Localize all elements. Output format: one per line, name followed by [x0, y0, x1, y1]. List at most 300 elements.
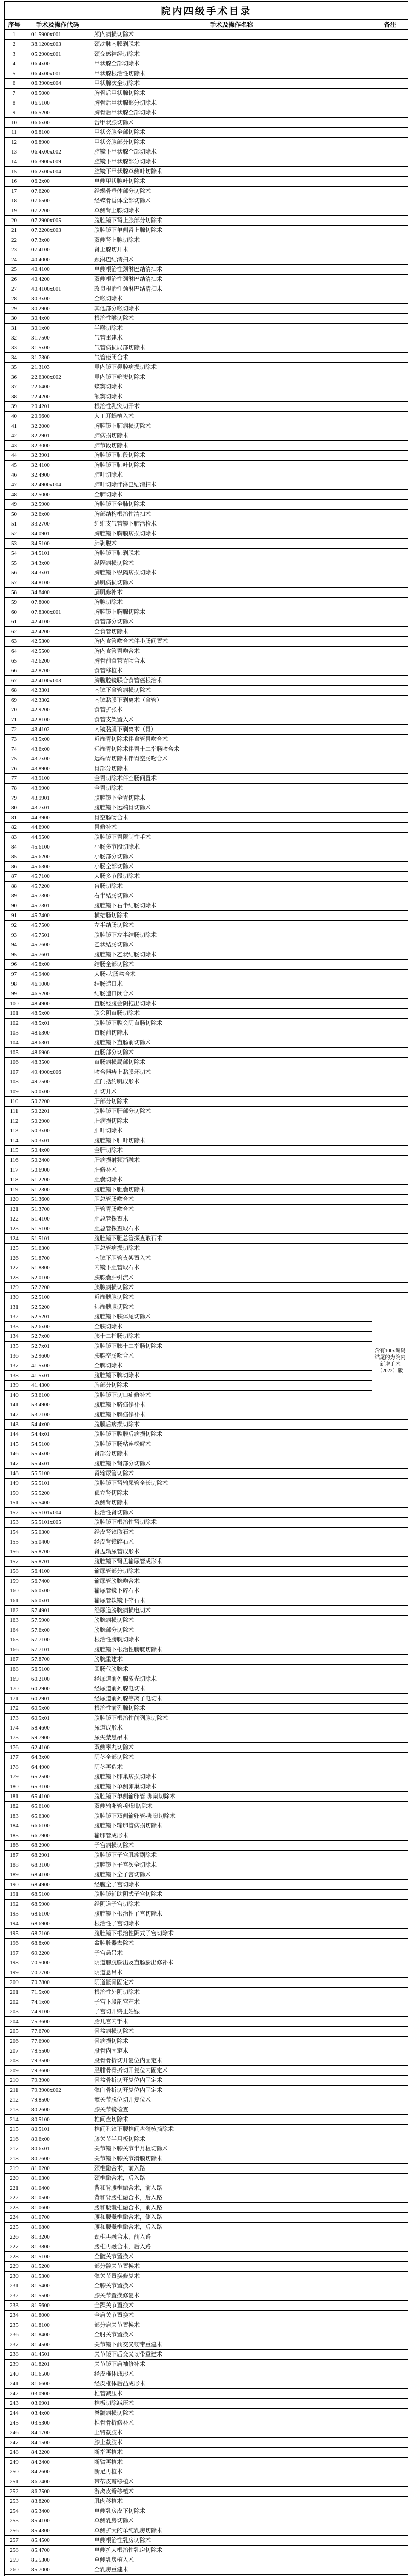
table-row [5, 1655, 408, 1665]
row-number: 142 [5, 1410, 24, 1420]
procedure-code: 70.7700 [24, 1968, 91, 1978]
procedure-code: 52.5200 [24, 1302, 91, 1312]
procedure-name: 腹会阴直肠切除术 [91, 1009, 372, 1019]
procedure-code: 31.7500 [24, 333, 91, 343]
table-row [5, 2565, 408, 2575]
procedure-name: 膀胱重建术 [91, 1655, 372, 1665]
procedure-code: 65.4100 [24, 1792, 91, 1802]
procedure-code: 50.0x00 [24, 1087, 91, 1097]
table-row [5, 1586, 408, 1596]
table-row [5, 402, 408, 412]
row-number: 85 [5, 852, 24, 862]
remark-cell [372, 2154, 408, 2164]
table-row [5, 69, 408, 79]
remark-cell [372, 2458, 408, 2467]
table-row [5, 275, 408, 284]
row-number: 107 [5, 1067, 24, 1077]
procedure-name: 胸部结构根治性清扫术 [91, 510, 372, 519]
row-number: 19 [5, 206, 24, 216]
remark-cell [372, 500, 408, 510]
procedure-code: 85.3400 [24, 2506, 91, 2516]
remark-cell [372, 510, 408, 519]
table-row [5, 392, 408, 402]
procedure-code: 34.5101 [24, 549, 91, 558]
remark-cell [372, 1165, 408, 1175]
procedure-name: 带蒂皮瓣移植术 [91, 2477, 372, 2487]
remark-cell [372, 98, 408, 108]
table-row [5, 1635, 408, 1645]
row-number: 172 [5, 1704, 24, 1714]
row-number: 217 [5, 2144, 24, 2154]
remark-cell [372, 1116, 408, 1126]
table-row [5, 1332, 408, 1342]
table-row [5, 2291, 408, 2301]
row-number: 43 [5, 441, 24, 451]
table-row [5, 813, 408, 823]
procedure-code: 65.6300 [24, 1811, 91, 1821]
row-number: 82 [5, 823, 24, 833]
procedure-code: 51.8800 [24, 1263, 91, 1273]
table-row [5, 1302, 408, 1312]
row-number: 14 [5, 157, 24, 167]
table-row [5, 891, 408, 901]
procedure-code: 81.5300 [24, 2272, 91, 2281]
row-number: 256 [5, 2526, 24, 2536]
remark-cell [372, 2506, 408, 2516]
table-row [5, 2311, 408, 2320]
procedure-code: 32.6x00 [24, 510, 91, 519]
row-number: 209 [5, 2066, 24, 2076]
row-number: 211 [5, 2086, 24, 2095]
procedure-name: 甲状旁腺部分切除术 [91, 138, 372, 147]
row-number: 258 [5, 2546, 24, 2555]
row-number: 241 [5, 2379, 24, 2389]
procedure-name: 肾输尿管切除术 [91, 1469, 372, 1479]
remark-cell [372, 89, 408, 98]
row-number: 76 [5, 764, 24, 774]
table-row [5, 1890, 408, 1900]
remark-cell [372, 382, 408, 392]
table-row [5, 754, 408, 764]
procedure-name: 单侧乳房皮下切除术 [91, 2506, 372, 2516]
remark-cell [372, 1009, 408, 1019]
procedure-name: 子宫病损切除术 [91, 1841, 372, 1851]
row-number: 221 [5, 2183, 24, 2193]
remark-cell [372, 2223, 408, 2232]
procedure-name: 肺剥脱术 [91, 539, 372, 549]
table-row [5, 2389, 408, 2399]
procedure-name: 肾盂输尿管成形术 [91, 1547, 372, 1557]
table-row [5, 568, 408, 578]
procedure-code: 55.8701 [24, 1557, 91, 1567]
procedure-code: 48.5x00 [24, 1009, 91, 1019]
procedure-name: 内镜下胆管取石术 [91, 1263, 372, 1273]
row-number: 94 [5, 940, 24, 950]
procedure-name: 输尿管膀胱吻合术 [91, 1577, 372, 1586]
table-row [5, 2506, 408, 2516]
table-row [5, 2134, 408, 2144]
procedure-code: 06.3900x004 [24, 79, 91, 89]
procedure-name: 远端胰腺切除术 [91, 1302, 372, 1312]
procedure-code: 84.2600 [24, 2467, 91, 2477]
row-number: 253 [5, 2497, 24, 2506]
procedure-name: 胸内食管胃吻合术 [91, 647, 372, 656]
procedure-name: 部分肩关节置换术 [91, 2320, 372, 2330]
remark-cell [372, 1283, 408, 1293]
procedure-code: 06.4x00 [24, 59, 91, 69]
remark-cell [372, 196, 408, 206]
table-row [5, 1577, 408, 1586]
procedure-code: 40.4000 [24, 255, 91, 265]
table-row [5, 862, 408, 872]
remark-cell [372, 1890, 408, 1900]
row-number: 111 [5, 1107, 24, 1116]
procedure-code: 46.1000 [24, 979, 91, 989]
procedure-name: 肺叶切除术 [91, 470, 372, 480]
remark-cell [372, 372, 408, 382]
procedure-name: 关节镜下肩袖修补术 [91, 2360, 372, 2369]
procedure-name: 腹腔镜下根治性阴式子宫切除术 [91, 1929, 372, 1939]
procedure-name: 内镜黏膜下剥离术（食管） [91, 696, 372, 705]
row-number: 62 [5, 627, 24, 637]
row-number: 182 [5, 1802, 24, 1811]
remark-cell [372, 2115, 408, 2125]
remark-cell [372, 1302, 408, 1312]
table-row [5, 372, 408, 382]
procedure-name: 腔镜下甲状腺全部切除术 [91, 147, 372, 157]
remark-cell [372, 2095, 408, 2105]
procedure-name: 盆腔脏器去除术 [91, 1939, 372, 1948]
procedure-code: 45.7601 [24, 950, 91, 960]
row-number: 88 [5, 882, 24, 891]
table-row [5, 970, 408, 979]
remark-cell [372, 744, 408, 754]
procedure-name: 腹腔镜下肾输尿管全长切除术 [91, 1479, 372, 1488]
row-number: 246 [5, 2428, 24, 2438]
table-row [5, 2007, 408, 2017]
remark-cell [372, 157, 408, 167]
procedure-code: 55.5101 [24, 1479, 91, 1488]
procedure-name: 气管瘘闭合术 [91, 353, 372, 363]
procedure-name: 胸骨后甲状腺切除术 [91, 89, 372, 98]
procedure-code: 06.8900 [24, 138, 91, 147]
remark-cell [372, 1860, 408, 1870]
remark-cell [372, 128, 408, 138]
table-row [5, 2183, 408, 2193]
remark-cell [372, 1469, 408, 1479]
procedure-name: 关节镜下膝关节滑膜切除术 [91, 2154, 372, 2164]
table-row [5, 2467, 408, 2477]
procedure-name: 结肠全部切除术 [91, 960, 372, 970]
remark-cell [372, 1988, 408, 1997]
procedure-code: 81.0800 [24, 2223, 91, 2232]
procedure-name: 脊髓病损切除术 [91, 2409, 372, 2418]
row-number: 33 [5, 343, 24, 353]
table-row [5, 2409, 408, 2418]
remark-cell [372, 2134, 408, 2144]
table-row [5, 950, 408, 960]
row-number: 149 [5, 1479, 24, 1488]
procedure-code: 65.3100 [24, 1782, 91, 1792]
remark-cell [372, 2193, 408, 2203]
table-row [5, 1968, 408, 1978]
procedure-name: 腔镜下甲状腺单侧叶切除术 [91, 167, 372, 177]
row-number: 15 [5, 167, 24, 177]
procedure-code: 56.5100 [24, 1665, 91, 1674]
remark-cell [372, 490, 408, 500]
row-number: 251 [5, 2477, 24, 2487]
table-row [5, 1087, 408, 1097]
remark-cell [372, 2448, 408, 2458]
row-number: 28 [5, 294, 24, 304]
table-row [5, 1342, 408, 1351]
row-number: 208 [5, 2056, 24, 2066]
procedure-code: 42.8100 [24, 715, 91, 725]
row-number: 215 [5, 2125, 24, 2134]
procedure-code: 51.2200 [24, 1175, 91, 1185]
remark-cell [372, 784, 408, 793]
table-row [5, 764, 408, 774]
table-row [5, 1175, 408, 1185]
table-row [5, 49, 408, 59]
procedure-name: 肾上腺切开术 [91, 245, 372, 255]
procedure-name: 背和背腰椎融合术，前入路 [91, 2183, 372, 2193]
table-row [5, 441, 408, 451]
procedure-code: 81.8100 [24, 2320, 91, 2330]
row-number: 105 [5, 1048, 24, 1058]
remark-cell [372, 138, 408, 147]
procedure-code: 06.4x00x002 [24, 147, 91, 157]
table-row [5, 1802, 408, 1811]
procedure-code: 79.3900x002 [24, 2086, 91, 2095]
table-row [5, 2369, 408, 2379]
procedure-code: 45.7400 [24, 911, 91, 921]
table-row [5, 2546, 408, 2555]
table-row [5, 2154, 408, 2164]
row-number: 196 [5, 1939, 24, 1948]
remark-cell [372, 1606, 408, 1616]
procedure-code: 42.4100 [24, 617, 91, 627]
procedure-code: 81.5200 [24, 2262, 91, 2272]
procedure-name: 膝关节半月板切除术 [91, 2134, 372, 2144]
table-row [5, 1762, 408, 1772]
remark-cell [372, 1811, 408, 1821]
procedure-name: 断指再植术 [91, 2448, 372, 2458]
remark-cell [372, 1420, 408, 1430]
row-number: 90 [5, 901, 24, 911]
table-row [5, 833, 408, 842]
row-number: 93 [5, 930, 24, 940]
table-row [5, 725, 408, 735]
procedure-name: 阴道骶骨固定术 [91, 1978, 372, 1988]
procedure-code: 42.4100x003 [24, 676, 91, 686]
row-number: 2 [5, 40, 24, 49]
row-number: 119 [5, 1185, 24, 1195]
remark-cell [372, 2017, 408, 2027]
table-row [5, 2487, 408, 2497]
procedure-code: 52.5100 [24, 1293, 91, 1302]
procedure-name: 单侧根治性颈淋巴结清扫术 [91, 265, 372, 275]
remark-cell [372, 607, 408, 617]
procedure-name: 胰腺囊肿引流术 [91, 1273, 372, 1283]
procedure-code: 52.7x01 [24, 1342, 91, 1351]
row-number: 17 [5, 187, 24, 196]
procedure-name: 根治性外阴切除术 [91, 1988, 372, 1997]
row-number: 65 [5, 656, 24, 666]
table-row [5, 784, 408, 793]
procedure-name: 腹腔镜下膈疝修补术 [91, 1410, 372, 1420]
remark-cell [372, 2213, 408, 2223]
procedure-code: 57.7101 [24, 1645, 91, 1655]
remark-cell [372, 2311, 408, 2320]
remark-cell [372, 1929, 408, 1939]
remark-cell [372, 2144, 408, 2154]
row-number: 64 [5, 647, 24, 656]
table-row [5, 206, 408, 216]
table-row [5, 147, 408, 157]
remark-cell [372, 549, 408, 558]
procedure-name: 颈动脉内膜剥脱术 [91, 40, 372, 49]
procedure-name: 子宫下段剖宫产术 [91, 1997, 372, 2007]
procedure-code: 06.4x00x001 [24, 69, 91, 79]
procedure-code: 55.4x01 [24, 1459, 91, 1469]
procedure-name: 经皮肾镜碎石术 [91, 1537, 372, 1547]
procedure-name: 经腹全子宫切除术 [91, 1880, 372, 1890]
procedure-name: 近端胃切除术伴食管胃吻合术 [91, 735, 372, 744]
remark-cell [372, 1234, 408, 1244]
row-number: 259 [5, 2555, 24, 2565]
remark-cell [372, 275, 408, 284]
table-row [5, 549, 408, 558]
remark-cell [372, 1518, 408, 1528]
table-row [5, 715, 408, 725]
remark-cell [372, 226, 408, 235]
procedure-code: 20.9600 [24, 412, 91, 421]
procedure-name: 腹腔镜下肾上腺部分切除术 [91, 216, 372, 226]
row-number: 169 [5, 1674, 24, 1684]
procedure-code: 52.7x00 [24, 1332, 91, 1342]
table-row [5, 2536, 408, 2546]
procedure-code: 85.5300 [24, 2555, 91, 2565]
procedure-name: 双侧睾丸切除术 [91, 1743, 372, 1753]
table-row [5, 2076, 408, 2086]
remark-cell [372, 1851, 408, 1860]
header-row [5, 20, 408, 30]
table-row [5, 1312, 408, 1322]
procedure-code: 32.4900x004 [24, 480, 91, 490]
procedure-name: 胃空肠吻合术 [91, 813, 372, 823]
remark-cell [372, 1674, 408, 1684]
remark-cell [372, 2418, 408, 2428]
procedure-name: 单侧甲状腺叶切除术 [91, 177, 372, 187]
remark-cell [372, 1753, 408, 1762]
procedure-name: 腹腔镜下直肠前切除术 [91, 1038, 372, 1048]
table-row [5, 2428, 408, 2438]
procedure-code: 60.2100 [24, 1674, 91, 1684]
procedure-name: 腹腔镜下乙状结肠切除术 [91, 950, 372, 960]
table-row [5, 735, 408, 744]
procedure-name: 横结肠切除术 [91, 911, 372, 921]
procedure-code: 43.9900 [24, 784, 91, 793]
remark-cell [372, 598, 408, 607]
remark-cell [372, 2526, 408, 2536]
table-row [5, 2458, 408, 2467]
remark-cell [372, 2281, 408, 2291]
row-number: 179 [5, 1772, 24, 1782]
remark-cell [372, 960, 408, 970]
row-number: 245 [5, 2418, 24, 2428]
row-number: 70 [5, 705, 24, 715]
table-row [5, 979, 408, 989]
remark-cell [372, 1802, 408, 1811]
procedure-code: 55.8700 [24, 1547, 91, 1557]
table-row [5, 1851, 408, 1860]
table-row [5, 2340, 408, 2350]
remark-cell [372, 656, 408, 666]
row-number: 79 [5, 793, 24, 803]
procedure-code: 74.1x00 [24, 1997, 91, 2007]
procedure-code: 07.6500 [24, 196, 91, 206]
row-number: 114 [5, 1136, 24, 1146]
table-row [5, 1616, 408, 1625]
procedure-name: 全膝关节置换术 [91, 2281, 372, 2291]
remark-cell [372, 793, 408, 803]
procedure-name: 经尿道膀胱病损电切术 [91, 1606, 372, 1616]
procedure-name: 经尿道前列腺激光切除术 [91, 1674, 372, 1684]
remark-cell [372, 2262, 408, 2272]
procedure-name: 肝叶切除术 [91, 1126, 372, 1136]
procedure-code: 45.6200 [24, 852, 91, 862]
remark-cell [372, 950, 408, 960]
remark-cell [372, 304, 408, 314]
remark-cell [372, 989, 408, 999]
procedure-code: 52.6x00 [24, 1322, 91, 1332]
row-number: 185 [5, 1831, 24, 1841]
table-row [5, 1606, 408, 1616]
row-number: 52 [5, 529, 24, 539]
remark-cell [372, 2330, 408, 2340]
remark-cell [372, 1488, 408, 1498]
procedure-name: 甲状腺全部切除术 [91, 59, 372, 69]
procedure-code: 31.5x00 [24, 343, 91, 353]
row-number: 22 [5, 235, 24, 245]
table-row [5, 1293, 408, 1302]
table-row [5, 1165, 408, 1175]
row-number: 163 [5, 1616, 24, 1625]
procedure-code: 77.6900 [24, 2037, 91, 2046]
table-row [5, 2174, 408, 2183]
procedure-code: 07.8000 [24, 598, 91, 607]
row-number: 46 [5, 470, 24, 480]
procedure-name: 腹腔镜下单侧输卵管-卵巢切除术 [91, 1792, 372, 1802]
remark-cell [372, 921, 408, 930]
table-row [5, 314, 408, 324]
row-number: 51 [5, 519, 24, 529]
table-row [5, 2360, 408, 2369]
row-number: 115 [5, 1146, 24, 1156]
table-row [5, 911, 408, 921]
remark-cell [372, 2086, 408, 2095]
remark-cell [372, 1537, 408, 1547]
procedure-code: 34.8100 [24, 578, 91, 588]
procedure-code: 51.5101 [24, 1234, 91, 1244]
row-number: 248 [5, 2448, 24, 2458]
remark-cell [372, 314, 408, 324]
table-row [5, 2448, 408, 2458]
procedure-code: 51.8700 [24, 1253, 91, 1263]
procedure-code: 03.5300 [24, 2418, 91, 2428]
procedure-name: 经皮肾镜取石术 [91, 1528, 372, 1537]
